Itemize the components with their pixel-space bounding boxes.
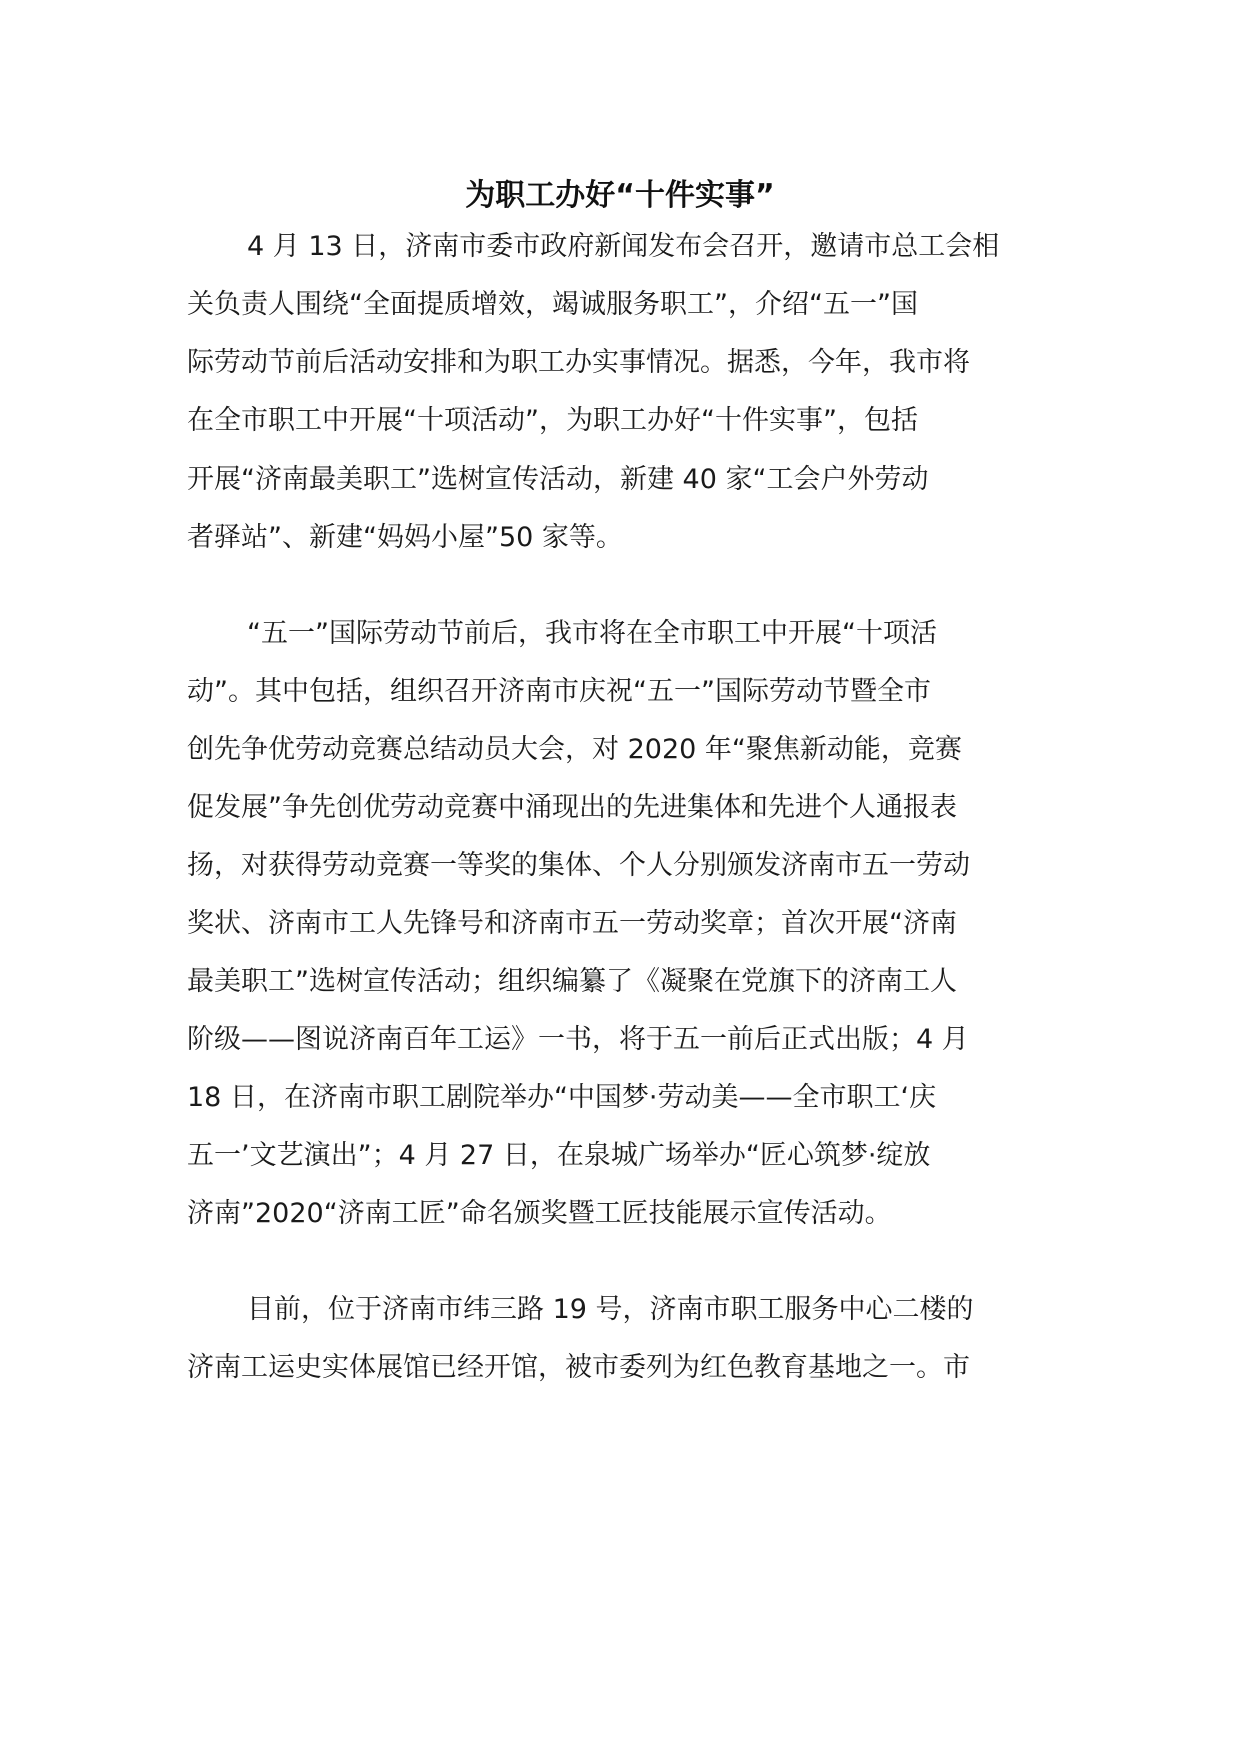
paragraph-line: 4 月 13 日，济南市委市政府新闻发布会召开，邀请市总工会相 bbox=[247, 231, 1000, 262]
paragraph-line: 际劳动节前后活动安排和为职工办实事情况。据悉，今年，我市将 bbox=[187, 347, 970, 378]
paragraph-line: 在全市职工中开展“十项活动”，为职工办好“十件实事”，包括 bbox=[187, 405, 918, 436]
paragraph-line: 动”。其中包括，组织召开济南市庆祝“五一”国际劳动节暨全市 bbox=[187, 676, 931, 707]
paragraph-line: 奖状、济南市工人先锋号和济南市五一劳动奖章；首次开展“济南 bbox=[187, 908, 957, 939]
paragraph-line: “五一”国际劳动节前后，我市将在全市职工中开展“十项活 bbox=[247, 618, 937, 649]
paragraph-line: 创先争优劳动竞赛总结动员大会，对 2020 年“聚焦新动能，竞赛 bbox=[187, 734, 962, 765]
document-title: 为职工办好“十件实事” bbox=[465, 178, 775, 213]
paragraph-line: 阶级——图说济南百年工运》一书，将于五一前后正式出版；4 月 bbox=[187, 1024, 969, 1055]
paragraph-line: 18 日，在济南市职工剧院举办“中国梦·劳动美——全市职工‘庆 bbox=[187, 1082, 937, 1113]
paragraph-line: 济南工运史实体展馆已经开馆，被市委列为红色教育基地之一。市 bbox=[187, 1352, 970, 1383]
paragraph-line: 扬，对获得劳动竞赛一等奖的集体、个人分别颁发济南市五一劳动 bbox=[187, 850, 970, 881]
paragraph-line: 促发展”争先创优劳动竞赛中涌现出的先进集体和先进个人通报表 bbox=[187, 792, 957, 823]
paragraph-line: 关负责人围绕“全面提质增效，竭诚服务职工”，介绍“五一”国 bbox=[187, 289, 918, 320]
paragraph-line: 五一’文艺演出”；4 月 27 日，在泉城广场举办“匠心筑梦·绽放 bbox=[187, 1140, 931, 1171]
paragraph-line: 者驿站”、新建“妈妈小屋”50 家等。 bbox=[187, 522, 623, 553]
paragraph-line: 济南”2020“济南工匠”命名颁奖暨工匠技能展示宣传活动。 bbox=[187, 1198, 892, 1229]
paragraph-line: 最美职工”选树宣传活动；组织编纂了《凝聚在党旗下的济南工人 bbox=[187, 966, 957, 997]
paragraph-line: 开展“济南最美职工”选树宣传活动，新建 40 家“工会户外劳动 bbox=[187, 464, 929, 495]
paragraph-line: 目前，位于济南市纬三路 19 号，济南市职工服务中心二楼的 bbox=[247, 1294, 974, 1325]
